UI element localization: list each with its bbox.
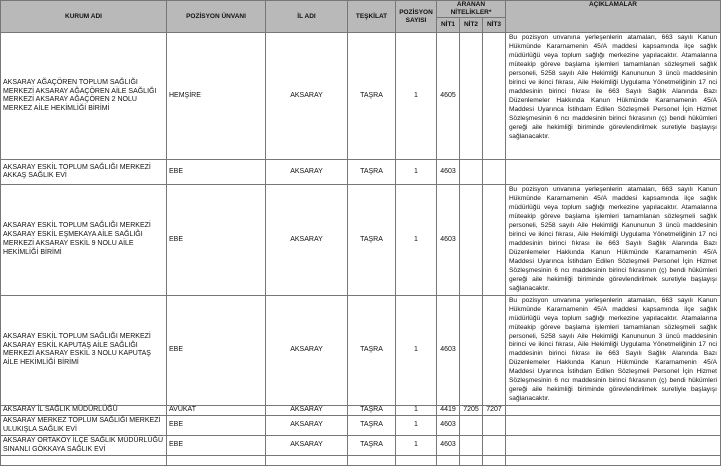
header-pozisyon-unvani: POZİSYON ÜNVANI	[167, 1, 266, 33]
cell-nit1: 4603	[437, 295, 460, 405]
cell-sayi: 1	[396, 33, 437, 160]
header-nit3: NİT3	[483, 18, 506, 33]
header-il-adi: İL ADI	[266, 1, 348, 33]
header-row	[1, 1, 721, 18]
cell-aciklama	[506, 436, 721, 456]
cell-nit1: 4605	[437, 33, 460, 160]
cell-sayi: 1	[396, 406, 437, 416]
cell-sayi: 1	[396, 416, 437, 436]
header-kurum-adi: KURUM ADI	[1, 1, 167, 33]
cell-nit1: 4419	[437, 406, 460, 416]
header-aciklamalar: AÇIKLAMALAR	[506, 1, 721, 33]
cell-il: AKSARAY	[266, 295, 348, 405]
cell-aciklama	[506, 416, 721, 436]
cell-nit2	[460, 160, 483, 185]
header-nit2: NİT2	[460, 18, 483, 33]
aciklama-text: Bu pozisyon unvanına yerleşenlerin atamaları, 663 sayılı Kanun Hükmünde Kararnamenin 45/A maddesi kapsamında ilçe sağlık müdürlüğü veya toplum sağlığı merkezine yapılacaktır. Atamalarına müteakip göreve başlama işlemleri tamamlanan sözleşmeli sağlık personeli, 5258 sayılı Aile Hekimliği Kanununun 3 üncü maddesinin birinci ve ikinci fıkrası, Aile Hekimliği Uygulama Yönetmeliğinin 17 nci maddesinin birinci fıkrası ile 663 Sayılı Sağlık Alanında Bazı Düzenlemeler Hakkında Kanun Hükmünde Kararnamenin 45/A Maddesi Uyarınca İstihdam Edilen Sözleşmeli Personel İçin Hizmet Sözleşmesinin 6 ncı maddesinin birinci fıkrasının (ç) bendi hükümleri gereği aile hekimliği biriminde görevlendirilmek suretiyle başlayışı sağlanacaktır.	[509, 296, 717, 403]
cell-kurum: AKSARAY ESKİL TOPLUM SAĞLIĞI MERKEZİ AKSARAY ESKİL KAPUTAŞ AİLE SAĞLIĞI MERKEZİ AKSARAY ESKİL 3 NOLU KAPUTAŞ AİLE HEKİMLİĞİ BİRİMİ	[1, 295, 167, 405]
table-row	[1, 295, 721, 405]
table-row	[1, 33, 721, 160]
cell-nit2: 7205	[460, 406, 483, 416]
cell-kurum: AKSARAY AĞAÇÖREN TOPLUM SAĞLIĞI MERKEZİ AKSARAY AĞAÇÖREN AİLE SAĞLIĞI MERKEZİ AKSARAY AĞAÇÖREN 2 NOLU MERKEZ AİLE HEKİMLİĞİ BİRİMİ	[1, 33, 167, 160]
cell-il: AKSARAY	[266, 160, 348, 185]
header-aranan-nitelikler: ARANAN NİTELİKLER*	[437, 1, 506, 18]
header-teskilat: TEŞKİLAT	[348, 1, 396, 33]
cell-aciklama	[506, 406, 721, 416]
cell-nit3	[483, 456, 506, 466]
cell-nit2	[460, 416, 483, 436]
cell-pozisyon	[167, 456, 266, 466]
cell-nit2	[460, 436, 483, 456]
table-row	[1, 185, 721, 295]
cell-il: AKSARAY	[266, 436, 348, 456]
cell-aciklama	[506, 295, 721, 405]
cell-pozisyon: EBE	[167, 160, 266, 185]
cell-sayi: 1	[396, 185, 437, 295]
cell-nit3	[483, 295, 506, 405]
cell-teskilat	[348, 456, 396, 466]
cell-pozisyon: EBE	[167, 185, 266, 295]
table-row	[1, 416, 721, 436]
cell-aciklama	[506, 456, 721, 466]
cell-teskilat: TAŞRA	[348, 416, 396, 436]
cell-aciklama	[506, 185, 721, 295]
aciklama-text: Bu pozisyon unvanına yerleşenlerin atamaları, 663 sayılı Kanun Hükmünde Kararnamenin 45/A maddesi kapsamında ilçe sağlık müdürlüğü veya toplum sağlığı merkezine yapılacaktır. Atamalarına müteakip göreve başlama işlemleri tamamlanan sözleşmeli sağlık personeli, 5258 sayılı Aile Hekimliği Kanununun 3 üncü maddesinin birinci ve ikinci fıkrası, Aile Hekimliği Uygulama Yönetmeliğinin 17 nci maddesinin birinci fıkrası ile 663 Sayılı Sağlık Alanında Bazı Düzenlemeler Hakkında Kanun Hükmünde Kararnamenin 45/A Maddesi Uyarınca İstihdam Edilen Sözleşmeli Personel İçin Hizmet Sözleşmesinin 6 ncı maddesinin birinci fıkrasının (ç) bendi hükümleri gereği aile hekimliği biriminde görevlendirilmek suretiyle başlayışı sağlanacaktır.	[509, 34, 717, 140]
cell-nit3	[483, 160, 506, 185]
cell-nit3	[483, 416, 506, 436]
header-nit1: NİT1	[437, 18, 460, 33]
table-row	[1, 456, 721, 466]
cell-pozisyon: HEMŞİRE	[167, 33, 266, 160]
cell-sayi: 1	[396, 160, 437, 185]
cell-nit3	[483, 436, 506, 456]
cell-nit3	[483, 185, 506, 295]
cell-il: AKSARAY	[266, 33, 348, 160]
cell-nit2	[460, 295, 483, 405]
cell-teskilat: TAŞRA	[348, 33, 396, 160]
cell-kurum: AKSARAY ESKİL TOPLUM SAĞLIĞI MERKEZİ AKKAŞ SAĞLIK EVİ	[1, 160, 167, 185]
cell-nit1: 4603	[437, 160, 460, 185]
cell-sayi: 1	[396, 436, 437, 456]
table-row	[1, 406, 721, 416]
aciklama-text: Bu pozisyon unvanına yerleşenlerin atamaları, 663 sayılı Kanun Hükmünde Kararnamenin 45/A maddesi kapsamında ilçe sağlık müdürlüğü veya toplum sağlığı merkezine yapılacaktır. Atamalarına müteakip göreve başlama işlemleri tamamlanan sözleşmeli sağlık personeli, 5258 sayılı Aile Hekimliği Kanununun 3 üncü maddesinin birinci ve ikinci fıkrası, Aile Hekimliği Uygulama Yönetmeliğinin 17 nci maddesinin birinci fıkrası ile 663 Sayılı Sağlık Alanında Bazı Düzenlemeler Hakkında Kanun Hükmünde Kararnamenin 45/A Maddesi Uyarınca İstihdam Edilen Sözleşmeli Personel İçin Hizmet Sözleşmesinin 6 ncı maddesinin birinci fıkrasının (ç) bendi hükümleri gereği aile hekimliği biriminde görevlendirilmek suretiyle başlayışı sağlanacaktır.	[509, 186, 717, 292]
cell-nit1: 4603	[437, 185, 460, 295]
cell-sayi: 1	[396, 295, 437, 405]
cell-pozisyon: EBE	[167, 436, 266, 456]
cell-il	[266, 456, 348, 466]
table-row	[1, 160, 721, 185]
table-row	[1, 436, 721, 456]
cell-il: AKSARAY	[266, 416, 348, 436]
cell-pozisyon: EBE	[167, 295, 266, 405]
cell-aciklama	[506, 160, 721, 185]
cell-teskilat: TAŞRA	[348, 295, 396, 405]
cell-kurum: AKSARAY ORTAKÖY İLÇE SAĞLIK MÜDÜRLÜĞÜ SINANLI GÖKKAYA SAĞLIK EVİ	[1, 436, 167, 456]
cell-pozisyon: AVUKAT	[167, 406, 266, 416]
cell-il: AKSARAY	[266, 406, 348, 416]
cell-kurum	[1, 456, 167, 466]
cell-nit2	[460, 33, 483, 160]
cell-il: AKSARAY	[266, 185, 348, 295]
cell-nit2	[460, 456, 483, 466]
cell-kurum: AKSARAY ESKİL TOPLUM SAĞLIĞI MERKEZİ AKSARAY ESKİL EŞMEKAYA AİLE SAĞLIĞI MERKEZİ AKSARAY ESKİL 9 NOLU AİLE HEKİMLİĞİ BİRİMİ	[1, 185, 167, 295]
cell-teskilat: TAŞRA	[348, 436, 396, 456]
cell-teskilat: TAŞRA	[348, 160, 396, 185]
cell-nit2	[460, 185, 483, 295]
cell-nit1: 4603	[437, 436, 460, 456]
cell-nit1: 4603	[437, 416, 460, 436]
cell-teskilat: TAŞRA	[348, 185, 396, 295]
header-pozisyon-sayisi: POZİSYON SAYISI	[396, 1, 437, 33]
cell-kurum: AKSARAY MERKEZ TOPLUM SAĞLIĞI MERKEZİ ULUKIŞLA SAĞLIK EVİ	[1, 416, 167, 436]
cell-sayi	[396, 456, 437, 466]
cell-aciklama	[506, 33, 721, 160]
cell-pozisyon: EBE	[167, 416, 266, 436]
cell-nit3: 7207	[483, 406, 506, 416]
cell-nit3	[483, 33, 506, 160]
cell-kurum: AKSARAY İL SAĞLIK MÜDÜRLÜĞÜ	[1, 406, 167, 416]
cell-teskilat: TAŞRA	[348, 406, 396, 416]
cell-nit1	[437, 456, 460, 466]
